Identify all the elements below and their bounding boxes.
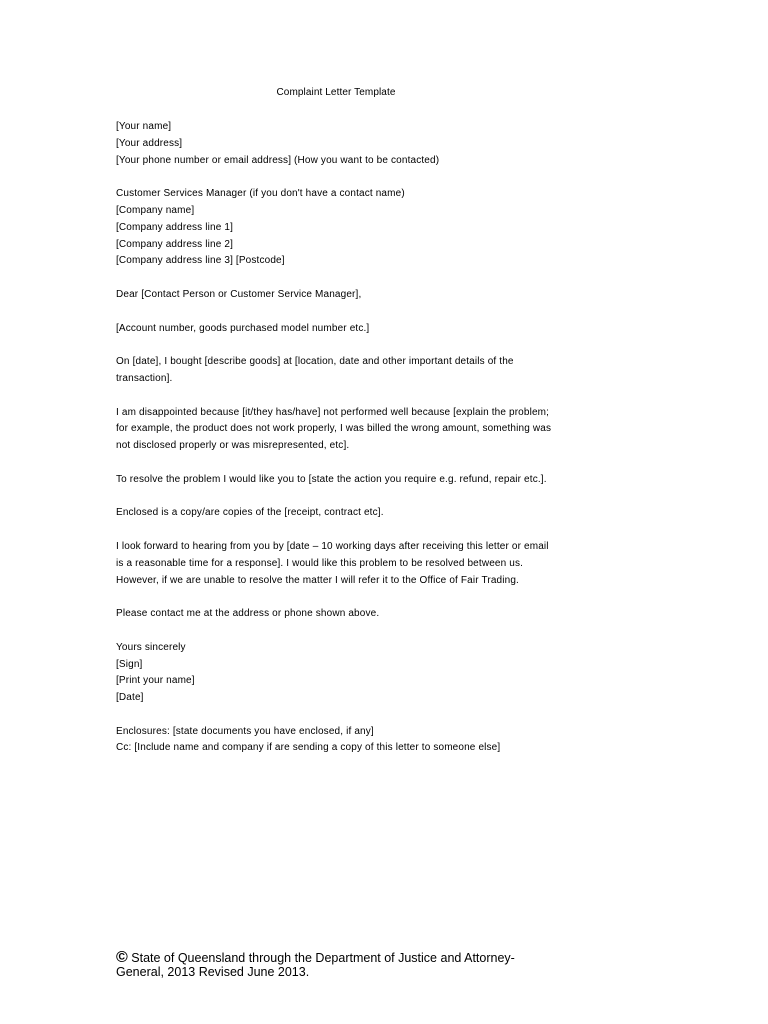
deadline-paragraph-line: is a reasonable time for a response]. I would like this problem to be resolved between us.: [116, 557, 524, 569]
sender-name: [Your name]: [116, 121, 172, 132]
problem-paragraph-line: not disclosed properly or was misrepresented, etc].: [116, 440, 350, 452]
spacer: [116, 270, 576, 287]
reference-line: [Account number, goods purchased model number etc.]: [116, 322, 370, 334]
spacer: [116, 489, 576, 506]
salutation: Dear [Contact Person or Customer Service Manager],: [116, 288, 362, 300]
problem-paragraph-line: for example, the product does not work properly, I was billed the wrong amount, something was: [116, 423, 552, 435]
recipient-role: Customer Services Manager (if you don't have a contact name): [116, 188, 405, 200]
spacer: [116, 304, 576, 321]
recipient-address-line-1: [Company address line 1]: [116, 221, 233, 233]
copyright-symbol: ©: [116, 949, 128, 966]
recipient-address-line-2: [Company address line 2]: [116, 238, 233, 250]
letter-body: [116, 119, 576, 757]
cc-line: Cc: [Include name and company if are sending a copy of this letter to someone else]: [116, 742, 501, 754]
closing-date: [Date]: [116, 692, 144, 704]
sender-contact: [Your phone number or email address] (How you want to be contacted): [116, 154, 440, 166]
spacer: [116, 589, 576, 606]
enclosures-line: Enclosures: [state documents you have enclosed, if any]: [116, 725, 374, 737]
spacer: [116, 707, 576, 724]
spacer: [116, 522, 576, 539]
problem-paragraph-line: I am disappointed because [it/they has/have] not performed well because [explain the problem;: [116, 406, 550, 418]
resolution-paragraph: To resolve the problem I would like you to [state the action you require e.g. refund, repair etc.].: [116, 473, 547, 485]
spacer: [116, 455, 576, 472]
closing-print-name: [Print your name]: [116, 675, 195, 687]
sender-address: [Your address]: [116, 137, 183, 149]
spacer: [116, 169, 576, 186]
closing-sign: [Sign]: [116, 658, 143, 670]
footer-line-2: General, 2013 Revised June 2013.: [116, 965, 310, 979]
footer-line-1: State of Queensland through the Department of Justice and Attorney-: [127, 951, 515, 965]
contact-paragraph: Please contact me at the address or phone shown above.: [116, 608, 380, 620]
recipient-company: [Company name]: [116, 204, 195, 216]
copyright-footer: [116, 951, 546, 979]
purchase-paragraph-line: transaction].: [116, 372, 173, 384]
deadline-paragraph-line: However, if we are unable to resolve the matter I will refer it to the Office of Fair Trading.: [116, 574, 519, 586]
spacer: [116, 623, 576, 640]
closing-valediction: Yours sincerely: [116, 641, 186, 653]
recipient-address-line-3: [Company address line 3] [Postcode]: [116, 255, 285, 267]
purchase-paragraph-line: On [date], I bought [describe goods] at [location, date and other important details of the: [116, 356, 514, 368]
enclosed-paragraph: Enclosed is a copy/are copies of the [receipt, contract etc].: [116, 507, 384, 519]
spacer: [116, 388, 576, 405]
spacer: [116, 337, 576, 354]
deadline-paragraph-line: I look forward to hearing from you by [date – 10 working days after receiving this letter or email: [116, 540, 549, 552]
page-title: Complaint Letter Template: [276, 87, 396, 98]
